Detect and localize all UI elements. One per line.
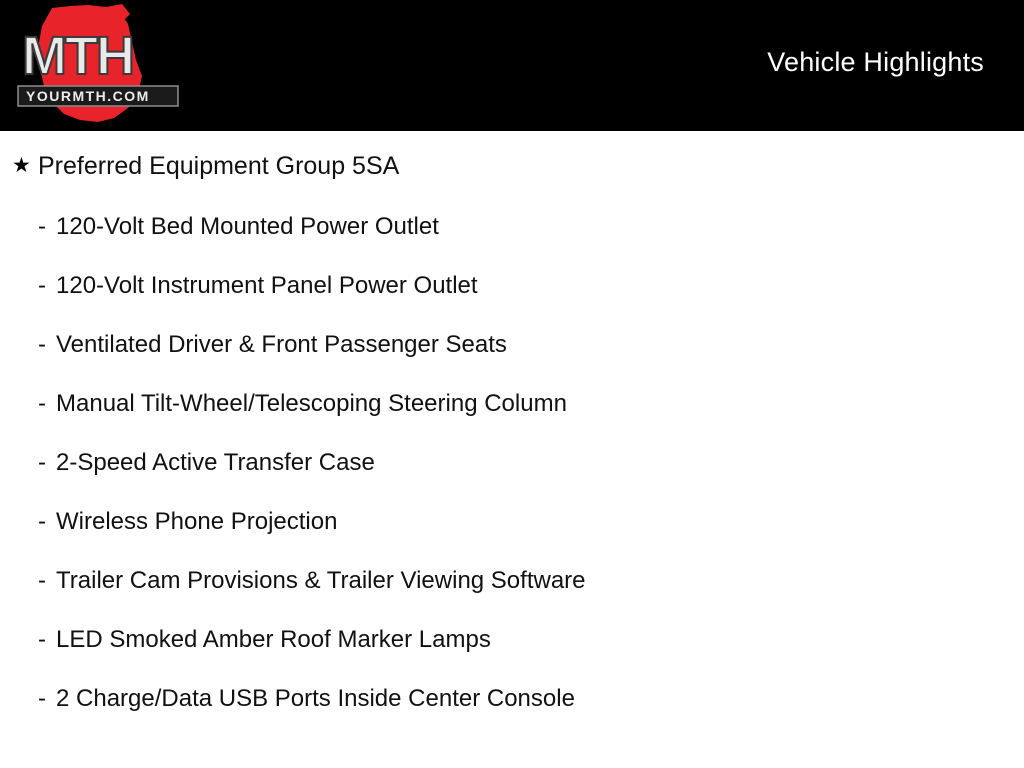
feature-label: Wireless Phone Projection (56, 508, 338, 535)
dash-marker: - (38, 331, 46, 358)
dash-marker: - (38, 685, 46, 712)
equipment-group-row (0, 149, 1024, 183)
mth-logo[interactable] (10, 2, 195, 128)
dash-marker: - (38, 390, 46, 417)
star-icon: ★ (12, 154, 31, 177)
svg-text:MTH: MTH (22, 26, 133, 86)
list-item (0, 507, 1024, 537)
list-item (0, 389, 1024, 419)
highlights-content (0, 149, 1024, 714)
list-item (0, 448, 1024, 478)
equipment-group-label: Preferred Equipment Group 5SA (38, 152, 400, 180)
feature-label: Trailer Cam Provisions & Trailer Viewing Software (56, 567, 586, 594)
dash-marker: - (38, 567, 46, 594)
svg-text:YOURMTH.COM: YOURMTH.COM (26, 88, 150, 104)
feature-label: 2 Charge/Data USB Ports Inside Center Console (56, 685, 575, 712)
header-bar (0, 0, 1024, 131)
dash-marker: - (38, 626, 46, 653)
dash-marker: - (38, 272, 46, 299)
list-item (0, 330, 1024, 360)
dash-marker: - (38, 508, 46, 535)
feature-label: LED Smoked Amber Roof Marker Lamps (56, 626, 491, 653)
feature-label: 2-Speed Active Transfer Case (56, 449, 375, 476)
list-item (0, 212, 1024, 242)
logo-tagline (18, 86, 178, 106)
list-item (0, 566, 1024, 596)
dash-marker: - (38, 213, 46, 240)
feature-label: 120-Volt Bed Mounted Power Outlet (56, 213, 439, 240)
feature-label: Ventilated Driver & Front Passenger Seats (56, 331, 507, 358)
list-item (0, 684, 1024, 714)
list-item (0, 271, 1024, 301)
page-title: Vehicle Highlights (767, 47, 984, 77)
dash-marker: - (38, 449, 46, 476)
feature-label: Manual Tilt-Wheel/Telescoping Steering Column (56, 390, 567, 417)
feature-label: 120-Volt Instrument Panel Power Outlet (56, 272, 478, 299)
list-item (0, 625, 1024, 655)
